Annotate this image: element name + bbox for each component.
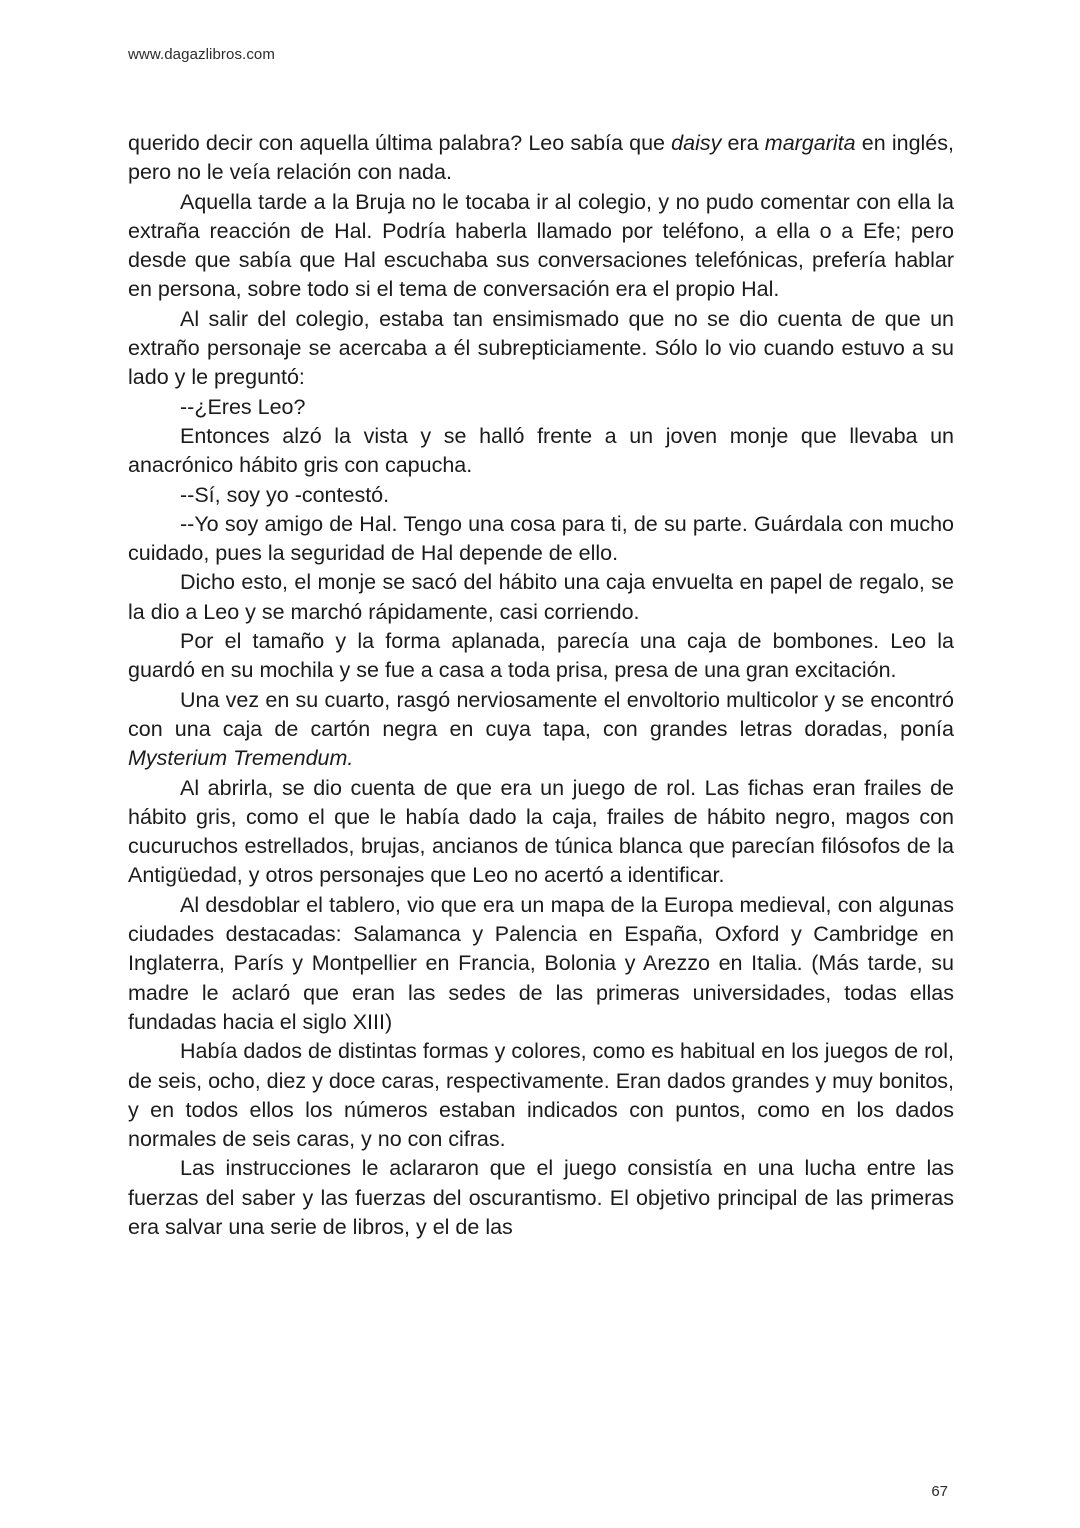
body-text: --Yo soy amigo de Hal. Tengo una cosa para ti, de su parte. Guárdala con mucho cuidado, pues la seguridad de Hal depende de ello. xyxy=(128,511,954,566)
text-block xyxy=(128,129,954,1242)
body-text: Al desdoblar el tablero, vio que era un mapa de la Europa medieval, con algunas ciudades destacadas: Salamanca y Palencia en España, Oxford y Cambridge en Inglaterra, París y Montpellier en Francia, Bolonia y Arezzo en Italia. (Más tarde, su madre le aclaró que eran las sedes de las primeras universidades, todas ellas fundadas hacia el siglo XIII) xyxy=(128,892,954,1034)
paragraph xyxy=(128,393,954,422)
paragraph xyxy=(128,129,954,188)
paragraph xyxy=(128,1154,954,1242)
body-text: Entonces alzó la vista y se halló frente a un joven monje que llevaba un anacrónico hábito gris con capucha. xyxy=(128,423,954,478)
paragraph xyxy=(128,510,954,569)
body-text: Una vez en su cuarto, rasgó nerviosamente el envoltorio multicolor y se encontró con una caja de cartón negra en cuya tapa, con grandes letras doradas, ponía xyxy=(128,687,954,741)
italic-text: Mysterium Tremendum. xyxy=(128,746,354,771)
body-text: Había dados de distintas formas y colores, como es habitual en los juegos de rol, de seis, ocho, diez y doce caras, respectivamente. Eran dados grandes y muy bonitos, y en todos ellos los números estaban indicados con puntos, como en los dados normales de seis caras, y no con cifras. xyxy=(128,1039,954,1152)
page-number: 67 xyxy=(931,1483,948,1500)
paragraph xyxy=(128,1037,954,1154)
italic-text: daisy xyxy=(671,131,722,155)
body-text: Las instrucciones le aclararon que el juego consistía en una lucha entre las fuerzas del saber y las fuerzas del oscurantismo. El objetivo principal de las primeras era salvar una serie de libros, y el de las xyxy=(128,1156,954,1239)
header-url: www.dagazlibros.com xyxy=(128,46,275,63)
body-text: --¿Eres Leo? xyxy=(180,394,306,419)
paragraph xyxy=(128,188,954,305)
paragraph xyxy=(128,568,954,627)
paragraph xyxy=(128,774,954,891)
paragraph xyxy=(128,422,954,481)
paragraph xyxy=(128,627,954,686)
paragraph xyxy=(128,481,954,510)
body-text: querido decir con aquella última palabra? Leo sabía que xyxy=(128,131,672,155)
body-text: era xyxy=(721,131,765,155)
paragraph xyxy=(128,305,954,393)
body-text: Dicho esto, el monje se sacó del hábito una caja envuelta en papel de regalo, se la dio a Leo y se marchó rápidamente, casi corriendo. xyxy=(128,570,954,624)
body-text: en inglés, pero no le veía relación con nada. xyxy=(128,131,954,185)
body-text: Aquella tarde a la Bruja no le tocaba ir al colegio, y no pudo comentar con ella la extraña reacción de Hal. Podría haberla llamado por teléfono, a ella o a Efe; pero desde que sabía que Hal escuchaba sus conversaciones telefónicas, prefería hablar en persona, sobre todo si el tema de conversación era el propio Hal. xyxy=(128,189,954,302)
body-text: Al salir del colegio, estaba tan ensimismado que no se dio cuenta de que un extraño personaje se acercaba a él subrepticiamente. Sólo lo vio cuando estuvo a su lado y le preguntó: xyxy=(128,306,954,390)
body-text: Por el tamaño y la forma aplanada, parecía una caja de bombones. Leo la guardó en su mochila y se fue a casa a toda prisa, presa de una gran excitación. xyxy=(128,629,954,683)
body-text: Al abrirla, se dio cuenta de que era un juego de rol. Las fichas eran frailes de hábito gris, como el que le había dado la caja, frailes de hábito negro, magos con cucuruchos estrellados, brujas, ancianos de túnica blanca que parecían filósofos de la Antigüedad, y otros personajes que Leo no acertó a identificar. xyxy=(128,775,954,888)
body-text: --Sí, soy yo -contestó. xyxy=(180,482,390,507)
paragraph xyxy=(128,891,954,1037)
italic-text: margarita xyxy=(764,131,856,155)
paragraph xyxy=(128,686,954,774)
